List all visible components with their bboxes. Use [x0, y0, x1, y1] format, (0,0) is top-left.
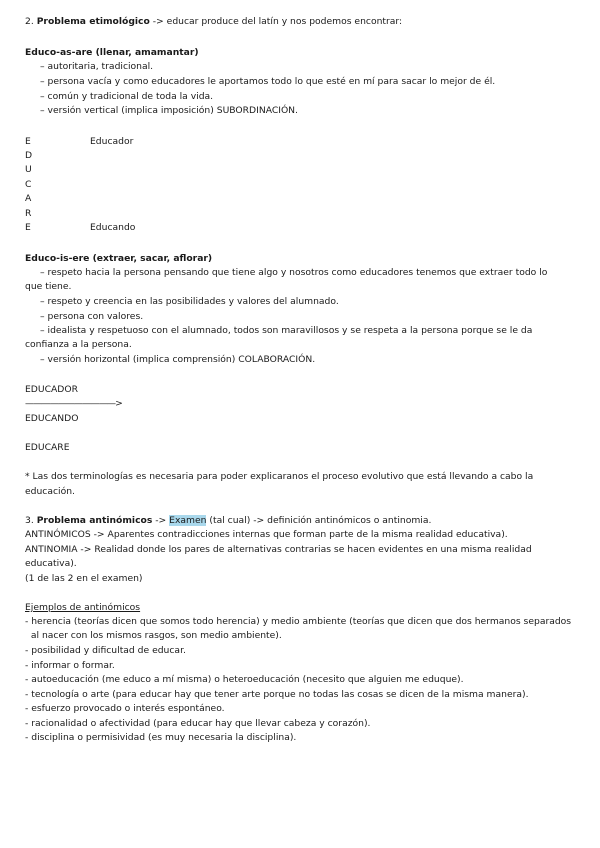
- vertical-letter: D: [25, 150, 33, 161]
- examen-highlight: Examen: [169, 515, 207, 526]
- educo-as-item: – común y tradicional de toda la vida.: [40, 91, 214, 102]
- section-3-text: (tal cual) -> definición antinómicos o antinomia.: [206, 515, 432, 526]
- educo-as-item: – versión vertical (implica imposición) SUBORDINACIÓN.: [40, 105, 298, 116]
- educador-word: EDUCADOR: [25, 384, 78, 395]
- section-2-title: Problema etimológico: [36, 16, 150, 27]
- example-item: - posibilidad y dificultad de educar.: [25, 645, 186, 656]
- note-line: * Las dos terminologías es necesaria para poder explicaranos el proceso evolutivo que está llevando a cabo la: [25, 471, 534, 482]
- example-item: - esfuerzo provocado o interés espontáneo.: [25, 703, 225, 714]
- exam-note: (1 de las 2 en el examen): [25, 573, 143, 584]
- section-3-number: 3.: [25, 515, 34, 526]
- educo-is-item: – persona con valores.: [40, 311, 144, 322]
- section-3-line: [25, 515, 431, 527]
- example-item: - herencia (teorías dicen que somos todo herencia) y medio ambiente (teorías que dicen que dos hermanos separados: [25, 616, 572, 627]
- note-line-cont: educación.: [25, 486, 75, 497]
- educo-as-item: – persona vacía y como educadores le aportamos todo lo que esté en mí para sacar lo mejor de él.: [40, 76, 496, 87]
- educare-word: EDUCARE: [25, 442, 70, 453]
- educo-as-heading: Educo-as-are (llenar, amamantar): [25, 47, 199, 58]
- educo-is-item: – versión horizontal (implica comprensión) COLABORACIÓN.: [40, 354, 316, 365]
- educo-is-item: – respeto y creencia en las posibilidades y valores del alumnado.: [40, 296, 339, 307]
- example-item: - autoeducación (me educo a mí misma) o heteroeducación (necesito que alguien me eduque).: [25, 674, 464, 685]
- educo-is-item-cont: que tiene.: [25, 281, 72, 292]
- section-3-title: Problema antinómicos: [36, 515, 153, 526]
- educo-is-item: – idealista y respetuoso con el alumnado, todos son maravillosos y se respeta a la persona porque se le da: [40, 325, 533, 336]
- educo-is-item-cont: confianza a la persona.: [25, 339, 132, 350]
- example-item: - informar o formar.: [25, 660, 115, 671]
- educo-as-item: – autoritaria, tradicional.: [40, 61, 154, 72]
- educando-label: Educando: [90, 222, 136, 233]
- section-2-number: 2.: [25, 16, 34, 27]
- example-item: - tecnología o arte (para educar hay que tener arte porque no todas las cosas se dicen de la misma manera).: [25, 689, 529, 700]
- vertical-letter: A: [25, 193, 32, 204]
- horizontal-arrow: ———————————>: [25, 398, 122, 409]
- antinomicos-definition: ANTINÓMICOS -> Aparentes contradicciones internas que forman parte de la misma realidad educativa).: [25, 529, 508, 540]
- section-3-arrow: ->: [152, 515, 170, 526]
- vertical-letter: E: [25, 136, 31, 147]
- example-item-cont: al nacer con los mismos rasgos, son medio ambiente).: [25, 630, 282, 641]
- section-2-text: -> educar produce del latín y nos podemos encontrar:: [149, 16, 403, 27]
- vertical-letter: R: [25, 208, 32, 219]
- antinomia-definition-cont: educativa).: [25, 558, 77, 569]
- example-item: - racionalidad o afectividad (para educar hay que llevar cabeza y corazón).: [25, 718, 371, 729]
- example-item: - disciplina o permisividad (es muy necesaria la disciplina).: [25, 732, 297, 743]
- educo-is-item: – respeto hacia la persona pensando que tiene algo y nosotros como educadores tenemos que extraer todo lo: [40, 267, 548, 278]
- examples-heading: Ejemplos de antinómicos: [25, 602, 141, 613]
- educador-label: Educador: [90, 136, 134, 147]
- educando-word: EDUCANDO: [25, 413, 79, 424]
- vertical-letter: U: [25, 164, 32, 175]
- vertical-letter: E: [25, 222, 31, 233]
- vertical-letter: C: [25, 179, 32, 190]
- antinomia-definition: ANTINOMIA -> Realidad donde los pares de alternativas contrarias se hacen evidentes en una misma realidad: [25, 544, 532, 555]
- section-2-line: [25, 16, 402, 28]
- educo-is-heading: Educo-is-ere (extraer, sacar, aflorar): [25, 253, 213, 264]
